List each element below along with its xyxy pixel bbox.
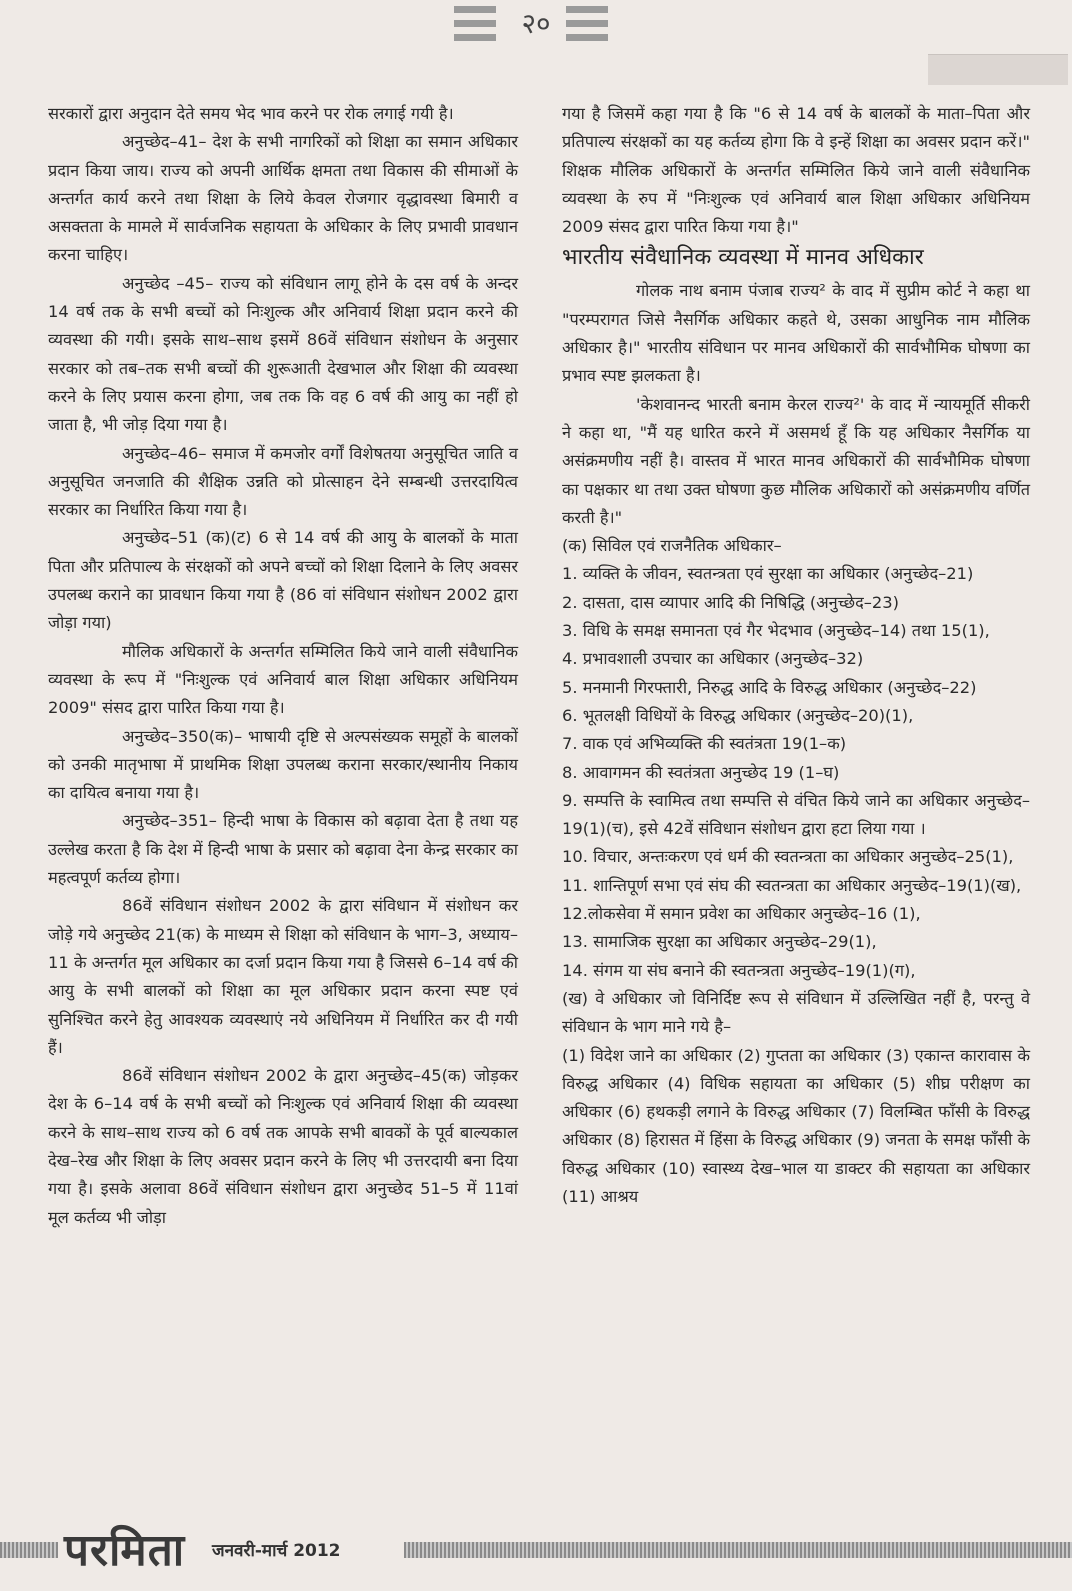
paragraph: 6. भूतलक्षी विधियों के विरुद्ध अधिकार (अनुच्छेद–20)(1), <box>562 705 914 725</box>
paragraph: 86वें संविधान संशोधन 2002 के द्वारा संविधान में संशोधन कर जोड़े गये अनुच्छेद 21(क) के माध्यम से शिक्षा को संविधान के भाग–3, अध्याय–11 के अन्तर्गत मूल अधिकार का दर्जा प्रदान किया गया है जिससे 6–14 वर्ष की आयु के सभी बालकों को शिक्षा का मूल अधिकार प्रदान करना स्पष्ट एवं सुनिश्चित करने हेतु आवश्यक व्यवस्थाएं नये अधिनियम में निर्धारित कर दी गयी हैं। <box>48 896 518 1057</box>
paragraph: 12.लोकसेवा में समान प्रवेश का अधिकार अनुच्छेद–16 (1), <box>562 904 921 924</box>
paragraph: 9. सम्पत्ति के स्वामित्व तथा सम्पत्ति से वंचित किये जाने का अधिकार अनुच्छेद–19(1)(च), इसे 42वें संविधान संशोधन द्वारा हटा लिया गया । <box>562 790 1030 839</box>
header-ornament-right <box>566 6 608 56</box>
paragraph: 4. प्रभावशाली उपचार का अधिकार (अनुच्छेद–32) <box>562 649 864 669</box>
paragraph: गया है जिसमें कहा गया है कि "6 से 14 वर्ष के बालकों के माता–पिता और प्रतिपाल्य संरक्षकों का यह कर्तव्य होगा कि वे इन्हें शिक्षा का अवसर प्रदान करें।" शिक्षक मौलिक अधिकारों के अन्तर्गत सम्मिलित किये जाने वाली संवैधानिक व्यवस्था के रुप में "निःशुल्क एवं अनिवार्य बाल शिक्षा अधिकार अधिनियम 2009 संसद द्वारा पारित किया गया है।" <box>562 104 1030 237</box>
paragraph: 11. शान्तिपूर्ण सभा एवं संघ की स्वतन्त्रता का अधिकार अनुच्छेद–19(1)(ख), <box>562 875 1022 895</box>
footer-bar-right <box>404 1542 1072 1558</box>
paragraph: अनुच्छेद–51 (क)(ट) 6 से 14 वर्ष की आयु के बालकों के माता पिता और प्रतिपाल्य के संरक्षकों को अपने बच्चों को शिक्षा दिलाने के लिए अवसर उपलब्ध कराने का प्रावधान किया गया है (86 वां संविधान संशोधन 2002 द्वारा जोड़ा गया) <box>48 528 518 633</box>
paragraph: 5. मनमानी गिरफ्तारी, निरुद्ध आदि के विरुद्ध अधिकार (अनुच्छेद–22) <box>562 677 977 697</box>
right-column-body <box>562 277 1030 1211</box>
paragraph: अनुच्छेद–41– देश के सभी नागरिकों को शिक्षा का समान अधिकार प्रदान किया जाय। राज्य को अपनी आर्थिक क्षमता तथा विकास की सीमाओं के अन्तर्गत कार्य करने तथा शिक्षा के लिये केवल रोजगार वृद्धावस्था बिमारी व असक्तता के मामले में सार्वजनिक सहायता के अधिकार के लिए प्रभावी प्रावधान करना चाहिए। <box>48 132 518 265</box>
paragraph: 2. दासता, दास व्यापार आदि की निषिद्धि (अनुच्छेद–23) <box>562 592 899 612</box>
paragraph: अनुच्छेद–46– समाज में कमजोर वर्गों विशेषतया अनुसूचित जाति व अनुसूचित जनजाति की शैक्षिक उन्नति को प्रोत्साहन देने सम्बन्धी उत्तरदायित्व सरकार का निर्धारित किया गया है। <box>48 443 518 520</box>
journal-name: परमिता <box>64 1525 186 1576</box>
paragraph: 10. विचार, अन्तःकरण एवं धर्म की स्वतन्त्रता का अधिकार अनुच्छेद–25(1), <box>562 847 1014 867</box>
left-column <box>48 100 518 1232</box>
paragraph: अनुच्छेद–351– हिन्दी भाषा के विकास को बढ़ावा देता है तथा यह उल्लेख करता है कि देश में हिन्दी भाषा के प्रसार को बढ़ावा देना केन्द्र सरकार का महत्वपूर्ण कर्तव्य होगा। <box>48 811 518 888</box>
page-footer <box>0 1510 1072 1591</box>
paragraph: 8. आवागमन की स्वतंत्रता अनुच्छेद 19 (1–घ) <box>562 762 840 782</box>
issue-date: जनवरी-मार्च 2012 <box>212 1541 341 1561</box>
page-number: २० <box>521 7 551 40</box>
paragraph: 7. वाक एवं अभिव्यक्ति की स्वतंत्रता 19(1–क) <box>562 734 847 754</box>
paragraph: सरकारों द्वारा अनुदान देते समय भेद भाव करने पर रोक लगाई गयी है। <box>48 104 454 123</box>
paragraph: (1) विदेश जाने का अधिकार (2) गुप्तता का अधिकार (3) एकान्त कारावास के विरुद्ध अधिकार (4) विधिक सहायता का अधिकार (5) शीघ्र परीक्षण का अधिकार (6) हथकड़ी लगाने के विरुद्ध अधिकार (7) विलम्बित फाँसी के विरुद्ध अधिकार (8) हिरासत में हिंसा के विरुद्ध अधिकार (9) जनता के समक्ष फाँसी के विरुद्ध अधिकार (10) स्वास्थ्य देख–भाल या डाक्टर की सहायता का अधिकार (11) आश्रय <box>562 1045 1030 1206</box>
right-column <box>562 100 1030 1211</box>
paragraph: 3. विधि के समक्ष समानता एवं गैर भेदभाव (अनुच्छेद–14) तथा 15(1), <box>562 621 990 641</box>
paragraph: अनुच्छेद –45– राज्य को संविधान लागू होने के दस वर्ष के अन्दर 14 वर्ष तक के सभी बच्चों को निःशुल्क और अनिवार्य शिक्षा प्रदान करने की व्यवस्था की गयी। इसके साथ–साथ इसमें 86वें संविधान संशोधन के अनुसार सरकार को तब–तक सभी बच्चों की शुरूआती देखभाल और शिक्षा की व्यवस्था करने के लिए प्रयास करना होगा, जब तक कि वह 6 वर्ष की आयु का नहीं हो जाता है, भी जोड़ दिया गया है। <box>48 273 518 435</box>
paragraph: (क) सिविल एवं राजनैतिक अधिकार– <box>562 536 782 556</box>
paragraph: (ख) वे अधिकार जो विनिर्दिष्ट रूप से संविधान में उल्लिखित नहीं है, परन्तु वे संविधान के भाग माने गये है– <box>562 988 1030 1037</box>
paragraph: 1. व्यक्ति के जीवन, स्वतन्त्रता एवं सुरक्षा का अधिकार (अनुच्छेद–21) <box>562 564 974 584</box>
paragraph: 86वें संविधान संशोधन 2002 के द्वारा अनुच्छेद–45(क) जोड़कर देश के 6–14 वर्ष के सभी बच्चों को निःशुल्क एवं अनिवार्य शिक्षा की व्यवस्था करने के साथ–साथ राज्य को 6 वर्ष तक आपके सभी बावकों के पूर्व बाल्यकाल देख–रेख और शिक्षा के लिए अवसर प्रदान करने के लिए भी उत्तरदायी बना दिया गया है। इसके अलावा 86वें संविधान संशोधन द्वारा अनुच्छेद 51–5 में 11वां मूल कर्तव्य भी जोड़ा <box>48 1066 518 1227</box>
section-heading: भारतीय संवैधानिक व्यवस्था में मानव अधिकार <box>562 245 924 271</box>
corner-tab <box>928 54 1068 85</box>
page-header <box>0 0 1072 70</box>
right-column-intro <box>562 100 1030 241</box>
paragraph: 14. संगम या संघ बनाने की स्वतन्त्रता अनुच्छेद–19(1)(ग), <box>562 960 916 980</box>
footer-bar-left <box>0 1542 58 1558</box>
paragraph: मौलिक अधिकारों के अन्तर्गत सम्मिलित किये जाने वाली संवैधानिक व्यवस्था के रूप में "निःशुल्क एवं अनिवार्य बाल शिक्षा अधिकार अधिनियम 2009" संसद द्वारा पारित किया गया है। <box>48 641 518 718</box>
paragraph: अनुच्छेद–350(क)– भाषायी दृष्टि से अल्पसंख्यक समूहों के बालकों को उनकी मातृभाषा में प्राथमिक शिक्षा उपलब्ध कराना सरकार/स्थानीय निकाय का दायित्व बनाया गया है। <box>48 726 518 803</box>
paragraph: 'केशवानन्द भारती बनाम केरल राज्य²' के वाद में न्यायमूर्ति सीकरी ने कहा था, "मैं यह धारित करने में असमर्थ हूँ कि यह अधिकार नैसर्गिक या असंक्रमणीय नहीं है। वास्तव में भारत मानव अधिकारों की सार्वभौमिक घोषणा का पक्षकार था तथा उक्त घोषणा कुछ मौलिक अधिकारों को असंक्रमणीय वर्णित करती है।" <box>562 394 1030 527</box>
paragraph: 13. सामाजिक सुरक्षा का अधिकार अनुच्छेद–29(1), <box>562 932 877 952</box>
paragraph: गोलक नाथ बनाम पंजाब राज्य² के वाद में सुप्रीम कोर्ट ने कहा था "परम्परागत जिसे नैसर्गिक अधिकार कहते थे, उसका आधुनिक नाम मौलिक अधिकार है।" भारतीय संविधान पर मानव अधिकारों की सार्वभौमिक घोषणा का प्रभाव स्पष्ट झलकता है। <box>562 281 1030 386</box>
